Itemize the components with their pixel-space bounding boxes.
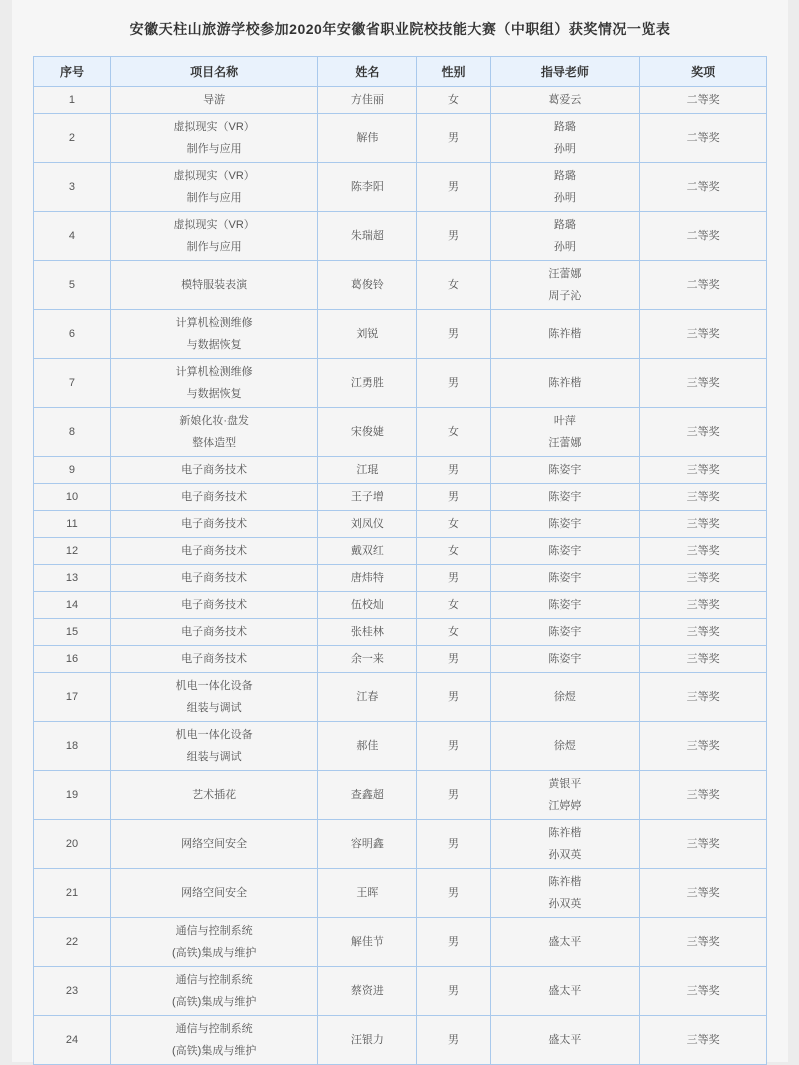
cell-gender: 男 bbox=[417, 565, 490, 592]
cell-name: 余一来 bbox=[318, 646, 417, 673]
cell-gender: 男 bbox=[417, 457, 490, 484]
cell-project: 网络空间安全 bbox=[110, 820, 317, 869]
cell-teachers: 路璐 孙明 bbox=[490, 114, 640, 163]
cell-name: 汪银力 bbox=[318, 1016, 417, 1065]
cell-name: 查鑫超 bbox=[318, 771, 417, 820]
cell-project: 通信与控制系统 (高铁)集成与维护 bbox=[110, 918, 317, 967]
cell-name: 伍校灿 bbox=[318, 592, 417, 619]
cell-teachers: 陈祚楷 bbox=[490, 310, 640, 359]
cell-no: 20 bbox=[34, 820, 111, 869]
cell-gender: 男 bbox=[417, 1016, 490, 1065]
cell-teachers: 陈祚楷 bbox=[490, 359, 640, 408]
cell-award: 二等奖 bbox=[640, 163, 767, 212]
cell-name: 江勇胜 bbox=[318, 359, 417, 408]
table-row bbox=[34, 87, 767, 114]
cell-gender: 男 bbox=[417, 673, 490, 722]
cell-no: 14 bbox=[34, 592, 111, 619]
cell-gender: 男 bbox=[417, 722, 490, 771]
cell-gender: 男 bbox=[417, 114, 490, 163]
table-row bbox=[34, 918, 767, 967]
cell-award: 三等奖 bbox=[640, 673, 767, 722]
cell-project: 机电一体化设备 组装与调试 bbox=[110, 722, 317, 771]
cell-name: 郝佳 bbox=[318, 722, 417, 771]
cell-teachers: 陈姿宇 bbox=[490, 565, 640, 592]
cell-gender: 男 bbox=[417, 869, 490, 918]
table-row bbox=[34, 619, 767, 646]
cell-award: 三等奖 bbox=[640, 1016, 767, 1065]
table-row bbox=[34, 538, 767, 565]
cell-award: 三等奖 bbox=[640, 538, 767, 565]
table-row bbox=[34, 163, 767, 212]
cell-teachers: 陈姿宇 bbox=[490, 457, 640, 484]
table-header-row bbox=[34, 57, 767, 87]
cell-gender: 男 bbox=[417, 820, 490, 869]
cell-name: 葛俊铃 bbox=[318, 261, 417, 310]
cell-gender: 男 bbox=[417, 967, 490, 1016]
cell-no: 8 bbox=[34, 408, 111, 457]
table-row bbox=[34, 1016, 767, 1065]
cell-award: 二等奖 bbox=[640, 114, 767, 163]
cell-teachers: 路璐 孙明 bbox=[490, 163, 640, 212]
cell-project: 机电一体化设备 组装与调试 bbox=[110, 673, 317, 722]
table-row bbox=[34, 114, 767, 163]
cell-no: 3 bbox=[34, 163, 111, 212]
cell-no: 13 bbox=[34, 565, 111, 592]
cell-project: 网络空间安全 bbox=[110, 869, 317, 918]
cell-no: 1 bbox=[34, 87, 111, 114]
table-row bbox=[34, 359, 767, 408]
cell-gender: 女 bbox=[417, 408, 490, 457]
table-row bbox=[34, 212, 767, 261]
cell-project: 虚拟现实（VR） 制作与应用 bbox=[110, 114, 317, 163]
cell-award: 三等奖 bbox=[640, 359, 767, 408]
cell-award: 三等奖 bbox=[640, 592, 767, 619]
cell-name: 王子增 bbox=[318, 484, 417, 511]
cell-no: 5 bbox=[34, 261, 111, 310]
cell-no: 7 bbox=[34, 359, 111, 408]
cell-no: 22 bbox=[34, 918, 111, 967]
award-table bbox=[33, 56, 767, 1065]
cell-name: 容明鑫 bbox=[318, 820, 417, 869]
cell-no: 6 bbox=[34, 310, 111, 359]
cell-name: 江春 bbox=[318, 673, 417, 722]
cell-name: 王晖 bbox=[318, 869, 417, 918]
cell-teachers: 盛太平 bbox=[490, 967, 640, 1016]
cell-name: 戴双红 bbox=[318, 538, 417, 565]
cell-award: 三等奖 bbox=[640, 565, 767, 592]
table-row bbox=[34, 565, 767, 592]
cell-award: 三等奖 bbox=[640, 967, 767, 1016]
table-row bbox=[34, 310, 767, 359]
cell-no: 15 bbox=[34, 619, 111, 646]
cell-teachers: 徐煜 bbox=[490, 673, 640, 722]
cell-project: 通信与控制系统 (高铁)集成与维护 bbox=[110, 967, 317, 1016]
cell-name: 蔡资进 bbox=[318, 967, 417, 1016]
table-row bbox=[34, 484, 767, 511]
cell-award: 三等奖 bbox=[640, 771, 767, 820]
cell-gender: 女 bbox=[417, 261, 490, 310]
cell-name: 张桂林 bbox=[318, 619, 417, 646]
cell-award: 三等奖 bbox=[640, 408, 767, 457]
cell-teachers: 盛太平 bbox=[490, 918, 640, 967]
cell-award: 二等奖 bbox=[640, 87, 767, 114]
cell-project: 虚拟现实（VR） 制作与应用 bbox=[110, 163, 317, 212]
cell-no: 18 bbox=[34, 722, 111, 771]
cell-project: 计算机检测维修 与数据恢复 bbox=[110, 359, 317, 408]
cell-name: 陈李阳 bbox=[318, 163, 417, 212]
table-row bbox=[34, 722, 767, 771]
cell-name: 宋俊婕 bbox=[318, 408, 417, 457]
cell-teachers: 葛爱云 bbox=[490, 87, 640, 114]
cell-award: 三等奖 bbox=[640, 511, 767, 538]
cell-no: 23 bbox=[34, 967, 111, 1016]
cell-teachers: 黄银平 江婷婷 bbox=[490, 771, 640, 820]
cell-no: 17 bbox=[34, 673, 111, 722]
cell-project: 电子商务技术 bbox=[110, 646, 317, 673]
cell-no: 9 bbox=[34, 457, 111, 484]
column-header-gender: 性别 bbox=[417, 57, 490, 87]
cell-gender: 男 bbox=[417, 163, 490, 212]
table-row bbox=[34, 511, 767, 538]
cell-no: 10 bbox=[34, 484, 111, 511]
cell-project: 电子商务技术 bbox=[110, 511, 317, 538]
column-header-project: 项目名称 bbox=[110, 57, 317, 87]
table-row bbox=[34, 869, 767, 918]
cell-teachers: 陈祚楷 孙双英 bbox=[490, 869, 640, 918]
cell-no: 16 bbox=[34, 646, 111, 673]
cell-project: 电子商务技术 bbox=[110, 538, 317, 565]
column-header-no: 序号 bbox=[34, 57, 111, 87]
cell-teachers: 陈姿宇 bbox=[490, 646, 640, 673]
cell-name: 唐炜特 bbox=[318, 565, 417, 592]
cell-project: 计算机检测维修 与数据恢复 bbox=[110, 310, 317, 359]
cell-award: 三等奖 bbox=[640, 457, 767, 484]
cell-project: 虚拟现实（VR） 制作与应用 bbox=[110, 212, 317, 261]
table-row bbox=[34, 592, 767, 619]
cell-teachers: 路璐 孙明 bbox=[490, 212, 640, 261]
cell-award: 二等奖 bbox=[640, 212, 767, 261]
cell-project: 通信与控制系统 (高铁)集成与维护 bbox=[110, 1016, 317, 1065]
cell-teachers: 徐煜 bbox=[490, 722, 640, 771]
cell-gender: 男 bbox=[417, 771, 490, 820]
cell-gender: 女 bbox=[417, 619, 490, 646]
table-row bbox=[34, 673, 767, 722]
cell-name: 方佳丽 bbox=[318, 87, 417, 114]
table-row bbox=[34, 261, 767, 310]
cell-teachers: 叶萍 汪蕾娜 bbox=[490, 408, 640, 457]
cell-name: 解佳节 bbox=[318, 918, 417, 967]
cell-gender: 女 bbox=[417, 592, 490, 619]
cell-teachers: 陈姿宇 bbox=[490, 592, 640, 619]
table-body bbox=[34, 87, 767, 1065]
table-row bbox=[34, 408, 767, 457]
page-title: 安徽天柱山旅游学校参加2020年安徽省职业院校技能大赛（中职组）获奖情况一览表 bbox=[129, 21, 671, 37]
table-row bbox=[34, 457, 767, 484]
cell-gender: 女 bbox=[417, 87, 490, 114]
cell-award: 三等奖 bbox=[640, 646, 767, 673]
cell-award: 三等奖 bbox=[640, 918, 767, 967]
cell-no: 12 bbox=[34, 538, 111, 565]
cell-teachers: 陈祚楷 孙双英 bbox=[490, 820, 640, 869]
cell-name: 江琨 bbox=[318, 457, 417, 484]
cell-project: 模特服装表演 bbox=[110, 261, 317, 310]
cell-award: 三等奖 bbox=[640, 722, 767, 771]
cell-no: 2 bbox=[34, 114, 111, 163]
cell-gender: 男 bbox=[417, 484, 490, 511]
column-header-name: 姓名 bbox=[318, 57, 417, 87]
cell-project: 导游 bbox=[110, 87, 317, 114]
cell-award: 三等奖 bbox=[640, 869, 767, 918]
cell-award: 三等奖 bbox=[640, 619, 767, 646]
cell-project: 电子商务技术 bbox=[110, 592, 317, 619]
cell-name: 解伟 bbox=[318, 114, 417, 163]
cell-no: 21 bbox=[34, 869, 111, 918]
cell-gender: 男 bbox=[417, 918, 490, 967]
cell-name: 刘锐 bbox=[318, 310, 417, 359]
cell-no: 19 bbox=[34, 771, 111, 820]
cell-gender: 男 bbox=[417, 646, 490, 673]
cell-teachers: 陈姿宇 bbox=[490, 538, 640, 565]
table-row bbox=[34, 771, 767, 820]
cell-gender: 女 bbox=[417, 511, 490, 538]
column-header-teacher: 指导老师 bbox=[490, 57, 640, 87]
cell-teachers: 陈姿宇 bbox=[490, 484, 640, 511]
cell-gender: 男 bbox=[417, 359, 490, 408]
cell-award: 三等奖 bbox=[640, 484, 767, 511]
cell-project: 电子商务技术 bbox=[110, 484, 317, 511]
cell-name: 朱瑞超 bbox=[318, 212, 417, 261]
cell-gender: 男 bbox=[417, 212, 490, 261]
cell-award: 三等奖 bbox=[640, 820, 767, 869]
cell-no: 11 bbox=[34, 511, 111, 538]
cell-teachers: 盛太平 bbox=[490, 1016, 640, 1065]
cell-gender: 男 bbox=[417, 310, 490, 359]
table-row bbox=[34, 820, 767, 869]
table-row bbox=[34, 646, 767, 673]
cell-award: 三等奖 bbox=[640, 310, 767, 359]
column-header-award: 奖项 bbox=[640, 57, 767, 87]
cell-project: 电子商务技术 bbox=[110, 457, 317, 484]
cell-award: 二等奖 bbox=[640, 261, 767, 310]
cell-no: 4 bbox=[34, 212, 111, 261]
cell-project: 新娘化妆·盘发 整体造型 bbox=[110, 408, 317, 457]
cell-project: 电子商务技术 bbox=[110, 565, 317, 592]
table-row bbox=[34, 967, 767, 1016]
cell-no: 24 bbox=[34, 1016, 111, 1065]
cell-project: 艺术插花 bbox=[110, 771, 317, 820]
content-card bbox=[12, 0, 788, 1062]
cell-teachers: 汪蕾娜 周子沁 bbox=[490, 261, 640, 310]
cell-teachers: 陈姿宇 bbox=[490, 511, 640, 538]
cell-gender: 女 bbox=[417, 538, 490, 565]
cell-teachers: 陈姿宇 bbox=[490, 619, 640, 646]
cell-project: 电子商务技术 bbox=[110, 619, 317, 646]
cell-name: 刘凤仪 bbox=[318, 511, 417, 538]
